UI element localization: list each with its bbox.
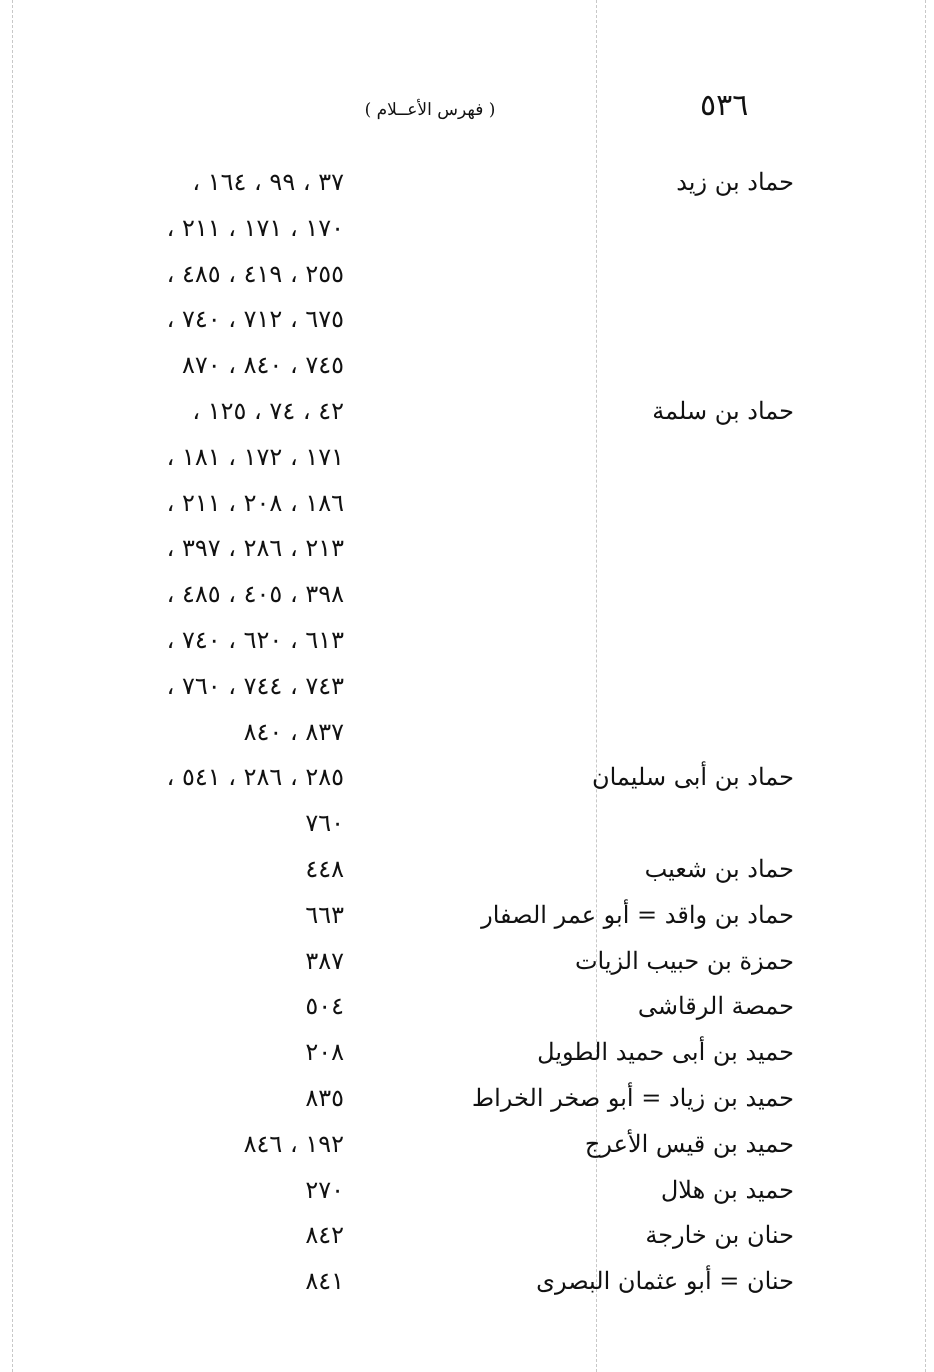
- entry-page-refs: ٨٤١: [305, 1267, 344, 1296]
- entry-page-refs: ٥٠٤: [305, 992, 344, 1021]
- entry-name: حنان بن خارجة: [645, 1221, 794, 1250]
- entry-page-refs: ٨٣٧ ، ٨٤٠: [243, 717, 344, 746]
- entry-page-refs: ٣٨٧: [305, 946, 344, 975]
- entry-name: حنان = أبو عثمان البصرى: [536, 1267, 794, 1296]
- entry-page-refs: ٢١٣ ، ٢٨٦ ، ٣٩٧ ،: [166, 534, 344, 563]
- scan-guide-line: [596, 0, 597, 1372]
- entry-page-refs: ١٨٦ ، ٢٠٨ ، ٢١١ ،: [166, 488, 344, 517]
- scan-guide-line: [12, 0, 13, 1372]
- entry-page-refs: ٦١٣ ، ٦٢٠ ، ٧٤٠ ،: [166, 626, 344, 654]
- entry-name: حميد بن زياد = أبو صخر الخراط: [471, 1084, 794, 1112]
- entry-page-refs: ٦٧٥ ، ٧١٢ ، ٧٤٠ ،: [166, 305, 344, 334]
- entry-page-refs: ٨٣٥: [305, 1084, 344, 1112]
- entry-page-refs: ٢٧٠: [305, 1175, 344, 1204]
- page-title: ( فهرس الأعــلام ): [364, 100, 496, 120]
- entry-page-refs: ٤٤٨: [305, 855, 344, 883]
- entry-name: حماد بن أبى سليمان: [591, 763, 794, 792]
- entry-name: حماد بن شعيب: [644, 855, 794, 883]
- entry-name: حمصة الرقاشى: [637, 992, 794, 1021]
- entry-page-refs: ٧٤٣ ، ٧٤٤ ، ٧٦٠ ،: [166, 671, 344, 700]
- entry-page-refs: ٦٦٣: [305, 900, 344, 929]
- entry-page-refs: ٣٩٨ ، ٤٠٥ ، ٤٨٥ ،: [166, 580, 344, 609]
- entry-name: حميد بن أبى حميد الطويل: [537, 1038, 794, 1067]
- entry-page-refs: ١٩٢ ، ٨٤٦: [243, 1129, 344, 1158]
- entry-page-refs: ٨٤٢: [305, 1221, 344, 1250]
- entry-page-refs: ٧٦٠: [305, 809, 344, 838]
- entry-page-refs: ١٧١ ، ١٧٢ ، ١٨١ ،: [166, 442, 344, 471]
- entry-name: حماد بن سلمة: [652, 397, 794, 425]
- entry-name: حمزة بن حبيب الزيات: [574, 946, 794, 975]
- entry-name: حميد بن هلال: [660, 1175, 794, 1204]
- entry-name: حماد بن زيد: [676, 168, 794, 196]
- page-number: ٥٣٦: [700, 88, 749, 123]
- entry-name: حميد بن قيس الأعرج: [584, 1129, 794, 1158]
- scan-guide-line: [925, 0, 926, 1372]
- entry-page-refs: ٤٢ ، ٧٤ ، ١٢٥ ،: [192, 397, 344, 425]
- entry-page-refs: ٢٨٥ ، ٢٨٦ ، ٥٤١ ،: [166, 763, 344, 792]
- entry-page-refs: ٢٠٨: [305, 1038, 344, 1067]
- entry-page-refs: ٧٤٥ ، ٨٤٠ ، ٨٧٠: [181, 351, 344, 380]
- entry-name: حماد بن واقد = أبو عمر الصفار: [481, 900, 794, 929]
- entry-page-refs: ٣٧ ، ٩٩ ، ١٦٤ ،: [192, 168, 344, 196]
- entry-page-refs: ١٧٠ ، ١٧١ ، ٢١١ ،: [166, 213, 344, 242]
- entry-page-refs: ٢٥٥ ، ٤١٩ ، ٤٨٥ ،: [166, 259, 344, 288]
